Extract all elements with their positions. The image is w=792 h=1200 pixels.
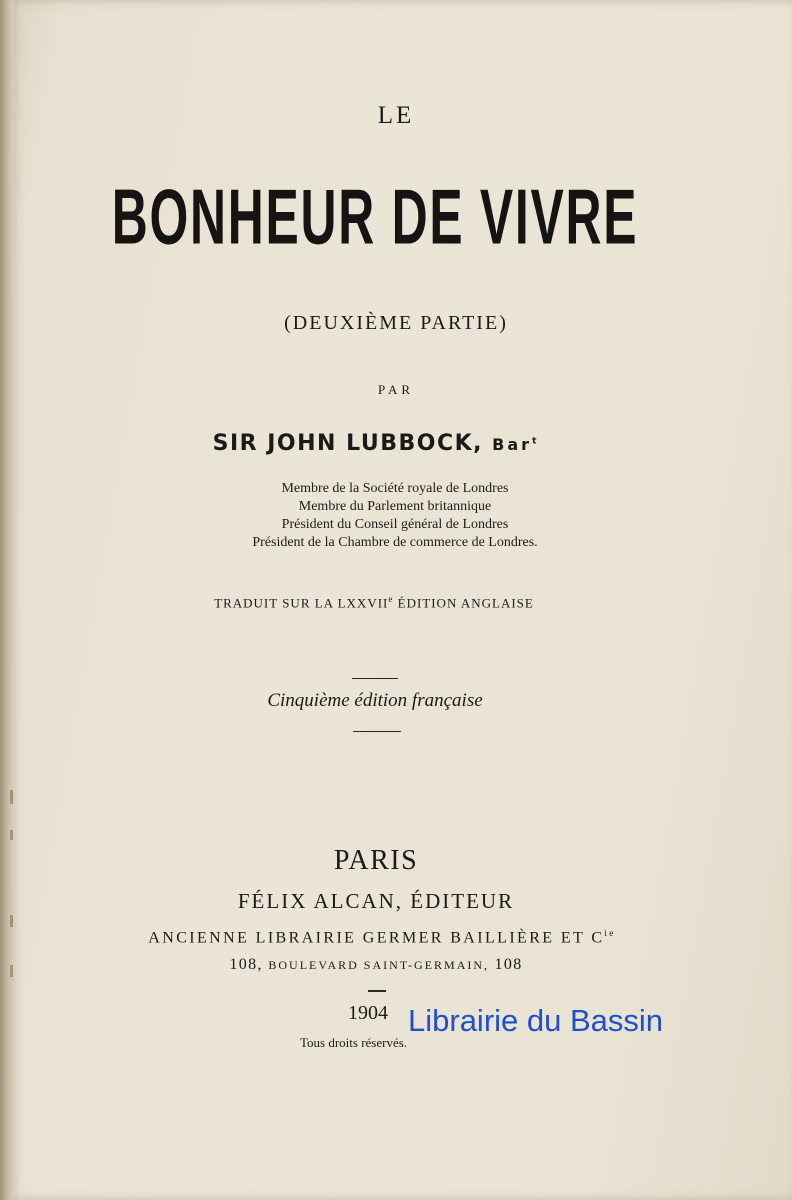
credential-line: Président du Conseil général de Londres: [281, 517, 509, 532]
publication-city: PARIS: [333, 845, 419, 876]
publication-year: 1904: [348, 1002, 388, 1024]
edition-note: Cinquième édition française: [267, 690, 483, 711]
translation-note: TRADUIT SUR LA LXXVIIe ÉDITION ANGLAISE: [214, 594, 534, 611]
credential-line: Membre de la Société royale de Londres: [281, 481, 509, 496]
divider-rule: [353, 731, 401, 732]
publisher-library: ANCIENNE LIBRAIRIE GERMER BAILLIÈRE ET $C^{ie}$: [148, 928, 616, 947]
rights-notice: Tous droits réservés.: [300, 1035, 408, 1050]
author-name: SIR JOHN LUBBOCK,: [212, 431, 483, 456]
book-title: BONHEUR DE VIVRE: [111, 173, 639, 262]
book-subtitle: (DEUXIÈME PARTIE): [284, 312, 508, 334]
author-name-line: [0, 431, 752, 456]
credential-line: Membre du Parlement britannique: [298, 499, 492, 514]
title-article: LE: [377, 102, 415, 129]
publisher-address: 108, BOULEVARD SAINT-GERMAIN, 108: [229, 956, 523, 973]
margin-mark: [10, 830, 13, 840]
margin-mark: [10, 915, 13, 927]
publisher-name: FÉLIX ALCAN, ÉDITEUR: [237, 889, 515, 913]
author-suffix: Bar$^t$: [492, 435, 540, 454]
divider-rule: [352, 678, 398, 679]
by-line: PAR: [377, 382, 415, 397]
margin-mark: [10, 790, 13, 804]
author-credentials: [0, 480, 790, 552]
seller-watermark: Librairie du Bassin: [408, 1003, 664, 1038]
divider-dash: [368, 990, 386, 992]
credential-line: Président de la Chambre de commerce de Londres.: [252, 535, 538, 550]
